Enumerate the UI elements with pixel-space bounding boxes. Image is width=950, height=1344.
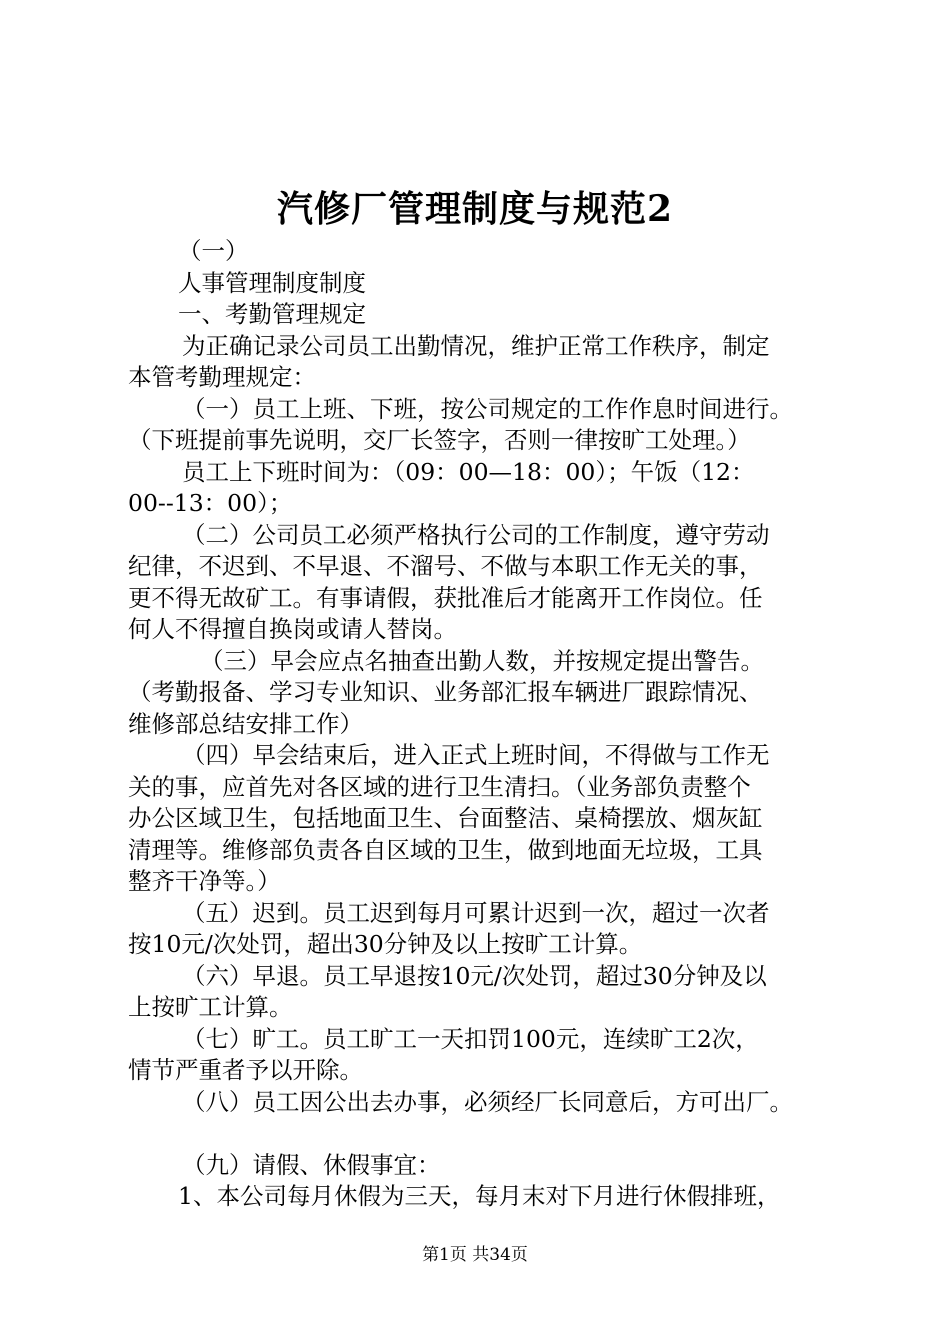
document-title: 汽修厂管理制度与规范2 — [276, 188, 674, 230]
section-heading: 一、考勤管理规定 — [178, 300, 366, 328]
blank-line — [128, 1118, 833, 1150]
paragraph-line: （一）员工上班、下班，按公司规定的工作作息时间进行。 — [182, 394, 793, 423]
paragraph-line: （下班提前事先说明，交厂长签字，否则一律按旷工处理。） — [128, 426, 751, 454]
paragraph-line: （五）迟到。员工迟到每月可累计迟到一次，超过一次者 — [182, 898, 770, 927]
paragraph-line: （二）公司员工必须严格执行公司的工作制度，遵守劳动 — [182, 520, 770, 549]
paragraph-line: 00--13：00）； — [128, 489, 293, 517]
paragraph-line: 维修部总结安排工作） — [128, 709, 363, 738]
paragraph-line: （八）员工因公出去办事，必须经厂长同意后，方可出厂。 — [182, 1087, 793, 1116]
paragraph-line: 纪律，不迟到、不早退、不溜号、不做与本职工作无关的事， — [128, 552, 763, 580]
paragraph-line: 整齐干净等。） — [128, 867, 281, 895]
paragraph-line: （九）请假、休假事宜： — [182, 1150, 441, 1179]
paragraph-line: 办公区域卫生，包括地面卫生、台面整洁、桌椅摆放、烟灰缸 — [128, 804, 763, 832]
paragraph-line: 清理等。维修部负责各自区域的卫生，做到地面无垃圾，工具 — [128, 835, 763, 864]
paragraph-line: 更不得无故矿工。有事请假，获批准后才能离开工作岗位。任 — [128, 583, 763, 612]
paragraph-line: （三）早会应点名抽查出勤人数，并按规定提出警告。 — [200, 646, 764, 675]
paragraph-line: 关的事，应首先对各区域的进行卫生清扫。（业务部负责整个 — [128, 772, 751, 801]
paragraph-line: 何人不得擅自换岗或请人替岗。 — [128, 615, 457, 643]
section-marker: （一） — [178, 237, 249, 265]
paragraph-line: 1、本公司每月休假为三天，每月末对下月进行休假排班， — [178, 1182, 781, 1210]
paragraph-line: 为正确记录公司员工出勤情况，维护正常工作秩序，制定 — [182, 331, 770, 360]
paragraph-line: 情节严重者予以开除。 — [128, 1056, 363, 1084]
paragraph-line: 按10元/次处罚，超出30分钟及以上按旷工计算。 — [128, 930, 643, 958]
paragraph-line: 上按旷工计算。 — [128, 993, 293, 1021]
paragraph-line: （六）早退。员工早退按10元/次处罚，超过30分钟及以 — [182, 961, 767, 990]
paragraph-line: （四）早会结束后，进入正式上班时间，不得做与工作无 — [182, 741, 770, 769]
paragraph-line: （七）旷工。员工旷工一天扣罚100元，连续旷工2次， — [182, 1024, 759, 1053]
chapter-heading: 人事管理制度制度 — [178, 268, 366, 297]
page-number-footer: 第1页 共34页 — [422, 1245, 528, 1265]
document-body — [128, 236, 833, 1213]
paragraph-line: 本管考勤理规定： — [128, 363, 316, 391]
paragraph-line: （考勤报备、学习专业知识、业务部汇报车辆进厂跟踪情况、 — [128, 678, 763, 706]
paragraph-line: 员工上下班时间为：（09：00—18：00）；午饭（12： — [182, 457, 755, 486]
